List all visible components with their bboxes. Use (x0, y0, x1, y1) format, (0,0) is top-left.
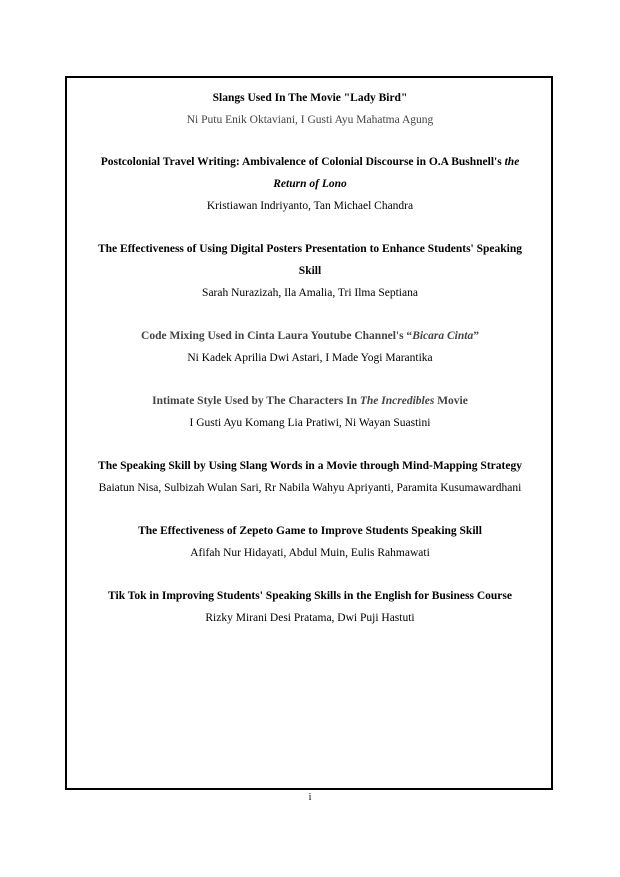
entry-3-title-line2: Skill (298, 265, 322, 277)
entry-6-authors: Baiatun Nisa, Sulbizah Wulan Sari, Rr Nabila Wahyu Apriyanti, Paramita Kusumawardhani (98, 482, 522, 494)
entry-4-title-suffix: ” (473, 330, 479, 342)
entry-1-title[interactable]: Slangs Used In The Movie "Lady Bird" (212, 92, 408, 104)
entry-7-title[interactable]: The Effectiveness of Zepeto Game to Improve Students Speaking Skill (138, 525, 482, 537)
toc-entry-5 (0, 390, 620, 434)
entry-4-authors: Ni Kadek Aprilia Dwi Astari, I Made Yogi Marantika (187, 352, 433, 364)
entry-3-authors: Sarah Nurazizah, Ila Amalia, Tri Ilma Septiana (202, 287, 418, 299)
entry-4-title-italic: Bicara Cinta (412, 330, 474, 342)
toc-entry-1 (0, 87, 620, 131)
entry-2-title-italic-a: the (504, 156, 520, 168)
entry-3-title[interactable] (0, 238, 620, 282)
toc-entry-8 (0, 585, 620, 629)
entry-5-title-suffix: Movie (434, 395, 468, 407)
entry-6-title[interactable]: The Speaking Skill by Using Slang Words in a Movie through Mind-Mapping Strategy (98, 460, 522, 472)
page-number: i (308, 792, 312, 803)
entry-5-title-italic: The Incredibles (359, 395, 435, 407)
entry-7-authors: Afifah Nur Hidayati, Abdul Muin, Eulis Rahmawati (190, 547, 430, 559)
toc-entry-4 (0, 325, 620, 369)
entry-4-title-prefix: Code Mixing Used in Cinta Laura Youtube Channel's “ (141, 330, 413, 342)
entry-8-authors: Rizky Mirani Desi Pratama, Dwi Puji Hastuti (205, 612, 415, 624)
entry-5-title[interactable] (0, 390, 620, 412)
entry-2-title-italic-b: Return of Lono (273, 178, 347, 190)
entry-1-authors: Ni Putu Enik Oktaviani, I Gusti Ayu Mahatma Agung (186, 114, 434, 126)
toc-entry-6 (0, 455, 620, 499)
entry-2-authors: Kristiawan Indriyanto, Tan Michael Chandra (206, 200, 414, 212)
entry-8-title[interactable]: Tik Tok in Improving Students' Speaking Skills in the English for Business Course (108, 590, 512, 602)
toc-entry-7 (0, 520, 620, 564)
entry-3-title-line1: The Effectiveness of Using Digital Posters Presentation to Enhance Students' Speaking (97, 243, 523, 255)
entry-2-title[interactable] (0, 151, 620, 195)
entry-2-title-prefix: Postcolonial Travel Writing: Ambivalence of Colonial Discourse in O.A Bushnell's (100, 156, 505, 168)
toc-entry-2 (0, 151, 620, 217)
entry-5-authors: I Gusti Ayu Komang Lia Pratiwi, Ni Wayan Suastini (189, 417, 431, 429)
entry-4-title[interactable] (0, 325, 620, 347)
toc-entry-3 (0, 238, 620, 304)
entry-5-title-prefix: Intimate Style Used by The Characters In (152, 395, 360, 407)
